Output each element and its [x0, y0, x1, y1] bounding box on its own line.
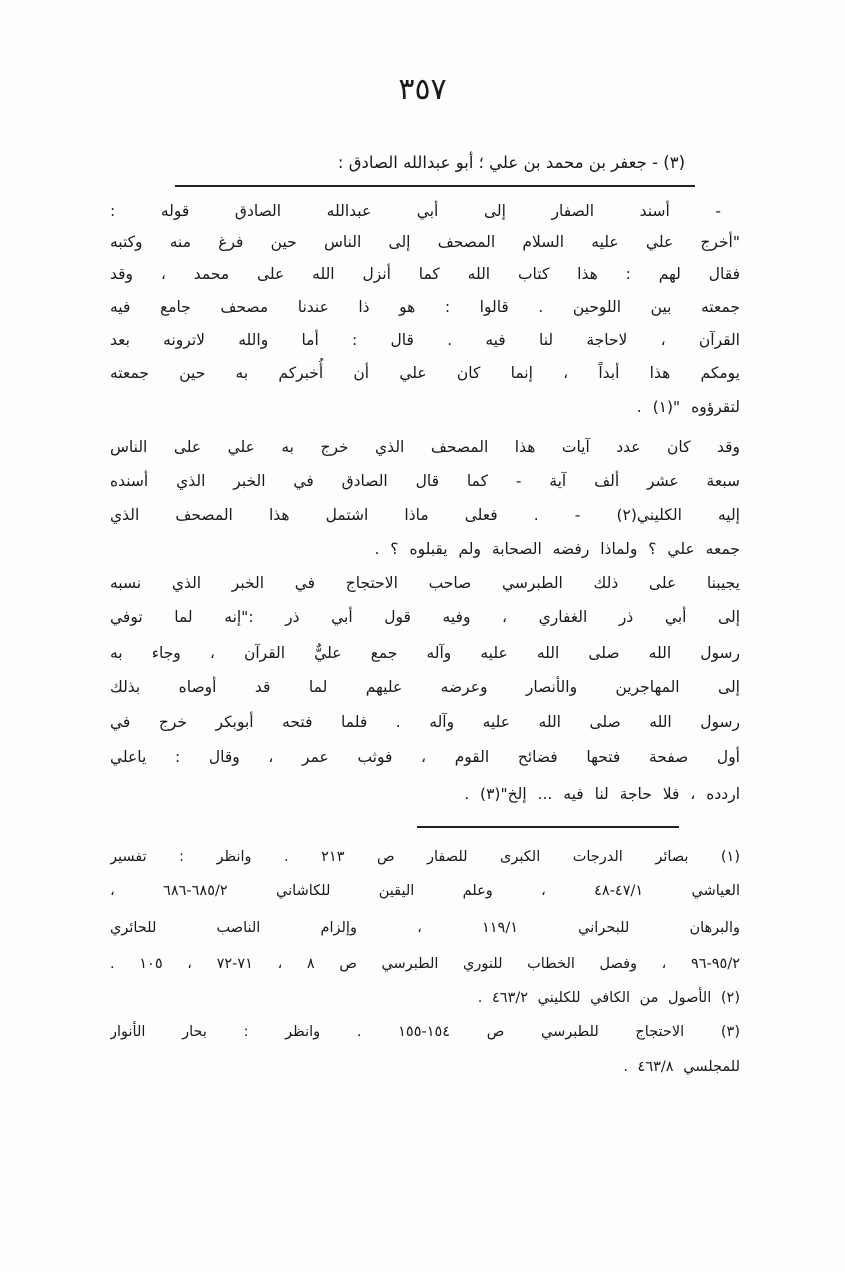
body-line-8: وقد كان عدد آيات هذا المصحف الذي خرج به علي على الناس — [110, 438, 740, 456]
page-number: ٣٥٧ — [398, 72, 447, 107]
footnote-line-7: للمجلسي ٤٦٣/٨ . — [623, 1059, 740, 1075]
footnote-line-6: (٣) الاحتجاج للطبرسي ص ١٥٤-١٥٥ . وانظر : بحار الأنوار — [110, 1024, 740, 1040]
body-line-9: سبعة عشر ألف آية - كما قال الصادق في الخبر الذي أسنده — [110, 472, 740, 490]
body-line-10: إليه الكليني(٢) - . فعلى ماذا اشتمل هذا المصحف الذي — [110, 506, 740, 524]
body-line-3: فقال لهم : هذا كتاب الله كما أنزل الله على محمد ، وقد — [110, 265, 740, 283]
footnote-line-1: (١) بصائر الدرجات الكبرى للصفار ص ٢١٣ . وانظر : تفسير — [110, 849, 740, 865]
footnote-line-5: (٢) الأصول من الكافي للكليني ٤٦٣/٢ . — [477, 990, 740, 1006]
body-line-15: إلى المهاجرين والأنصار وعرضه عليهم لما قد أوصاه بذلك — [110, 678, 740, 696]
section-heading: (٣) - جعفر بن محمد بن علي ؛ أبو عبدالله الصادق : — [337, 153, 685, 172]
body-line-7: لتقرؤوه "(١) . — [636, 398, 740, 416]
heading-underline — [175, 185, 695, 187]
body-line-12: يجيبنا على ذلك الطبرسي صاحب الاحتجاج في الخبر الذي نسبه — [110, 574, 740, 592]
body-line-18: اردده ، فلا حاجة لنا فيه ... إلخ"(٣) . — [464, 785, 740, 803]
body-line-17: أول صفحة فتحها فضائح القوم ، فوثب عمر ، وقال : ياعلي — [110, 748, 740, 766]
body-line-14: رسول الله صلى الله عليه وآله جمع عليٌّ القرآن ، وجاء به — [110, 644, 740, 662]
body-line-16: رسول الله صلى الله عليه وآله . فلما فتحه أبوبكر خرج في — [110, 713, 740, 731]
footnote-line-3: والبرهان للبحراني ١١٩/١ ، وإلزام الناصب للحائري — [110, 920, 740, 936]
body-line-1: - أسند الصفار إلى أبي عبدالله الصادق قوله : — [110, 202, 721, 220]
body-line-4: جمعته بين اللوحين . قالوا : هو ذا عندنا مصحف جامع فيه — [110, 298, 740, 316]
footnote-separator — [417, 826, 679, 828]
footnote-line-4: ٩٥/٢-٩٦ ، وفصل الخطاب للنوري الطبرسي ص ٨ ، ٧١-٧٢ ، ١٠٥ . — [110, 956, 740, 972]
body-line-6: يومكم هذا أبداً ، إنما كان علي أن أُخبركم به حين جمعته — [110, 364, 740, 382]
body-line-13: إلى أبي ذر الغفاري ، وفيه قول أبي ذر :"إنه لما توفي — [110, 608, 740, 626]
body-line-11: جمعه علي ؟ ولماذا رفضه الصحابة ولم يقبلوه ؟ . — [374, 540, 740, 558]
body-line-2: "أخرج علي عليه السلام المصحف إلى الناس حين فرغ منه وكتبه — [110, 233, 740, 251]
body-line-5: القرآن ، لاحاجة لنا فيه . قال : أما والله لاترونه بعد — [110, 331, 740, 349]
footnote-line-2: العياشي ٤٧/١-٤٨ ، وعلم اليقين للكاشاني ٦٨٥/٢-٦٨٦ ، — [110, 883, 740, 899]
